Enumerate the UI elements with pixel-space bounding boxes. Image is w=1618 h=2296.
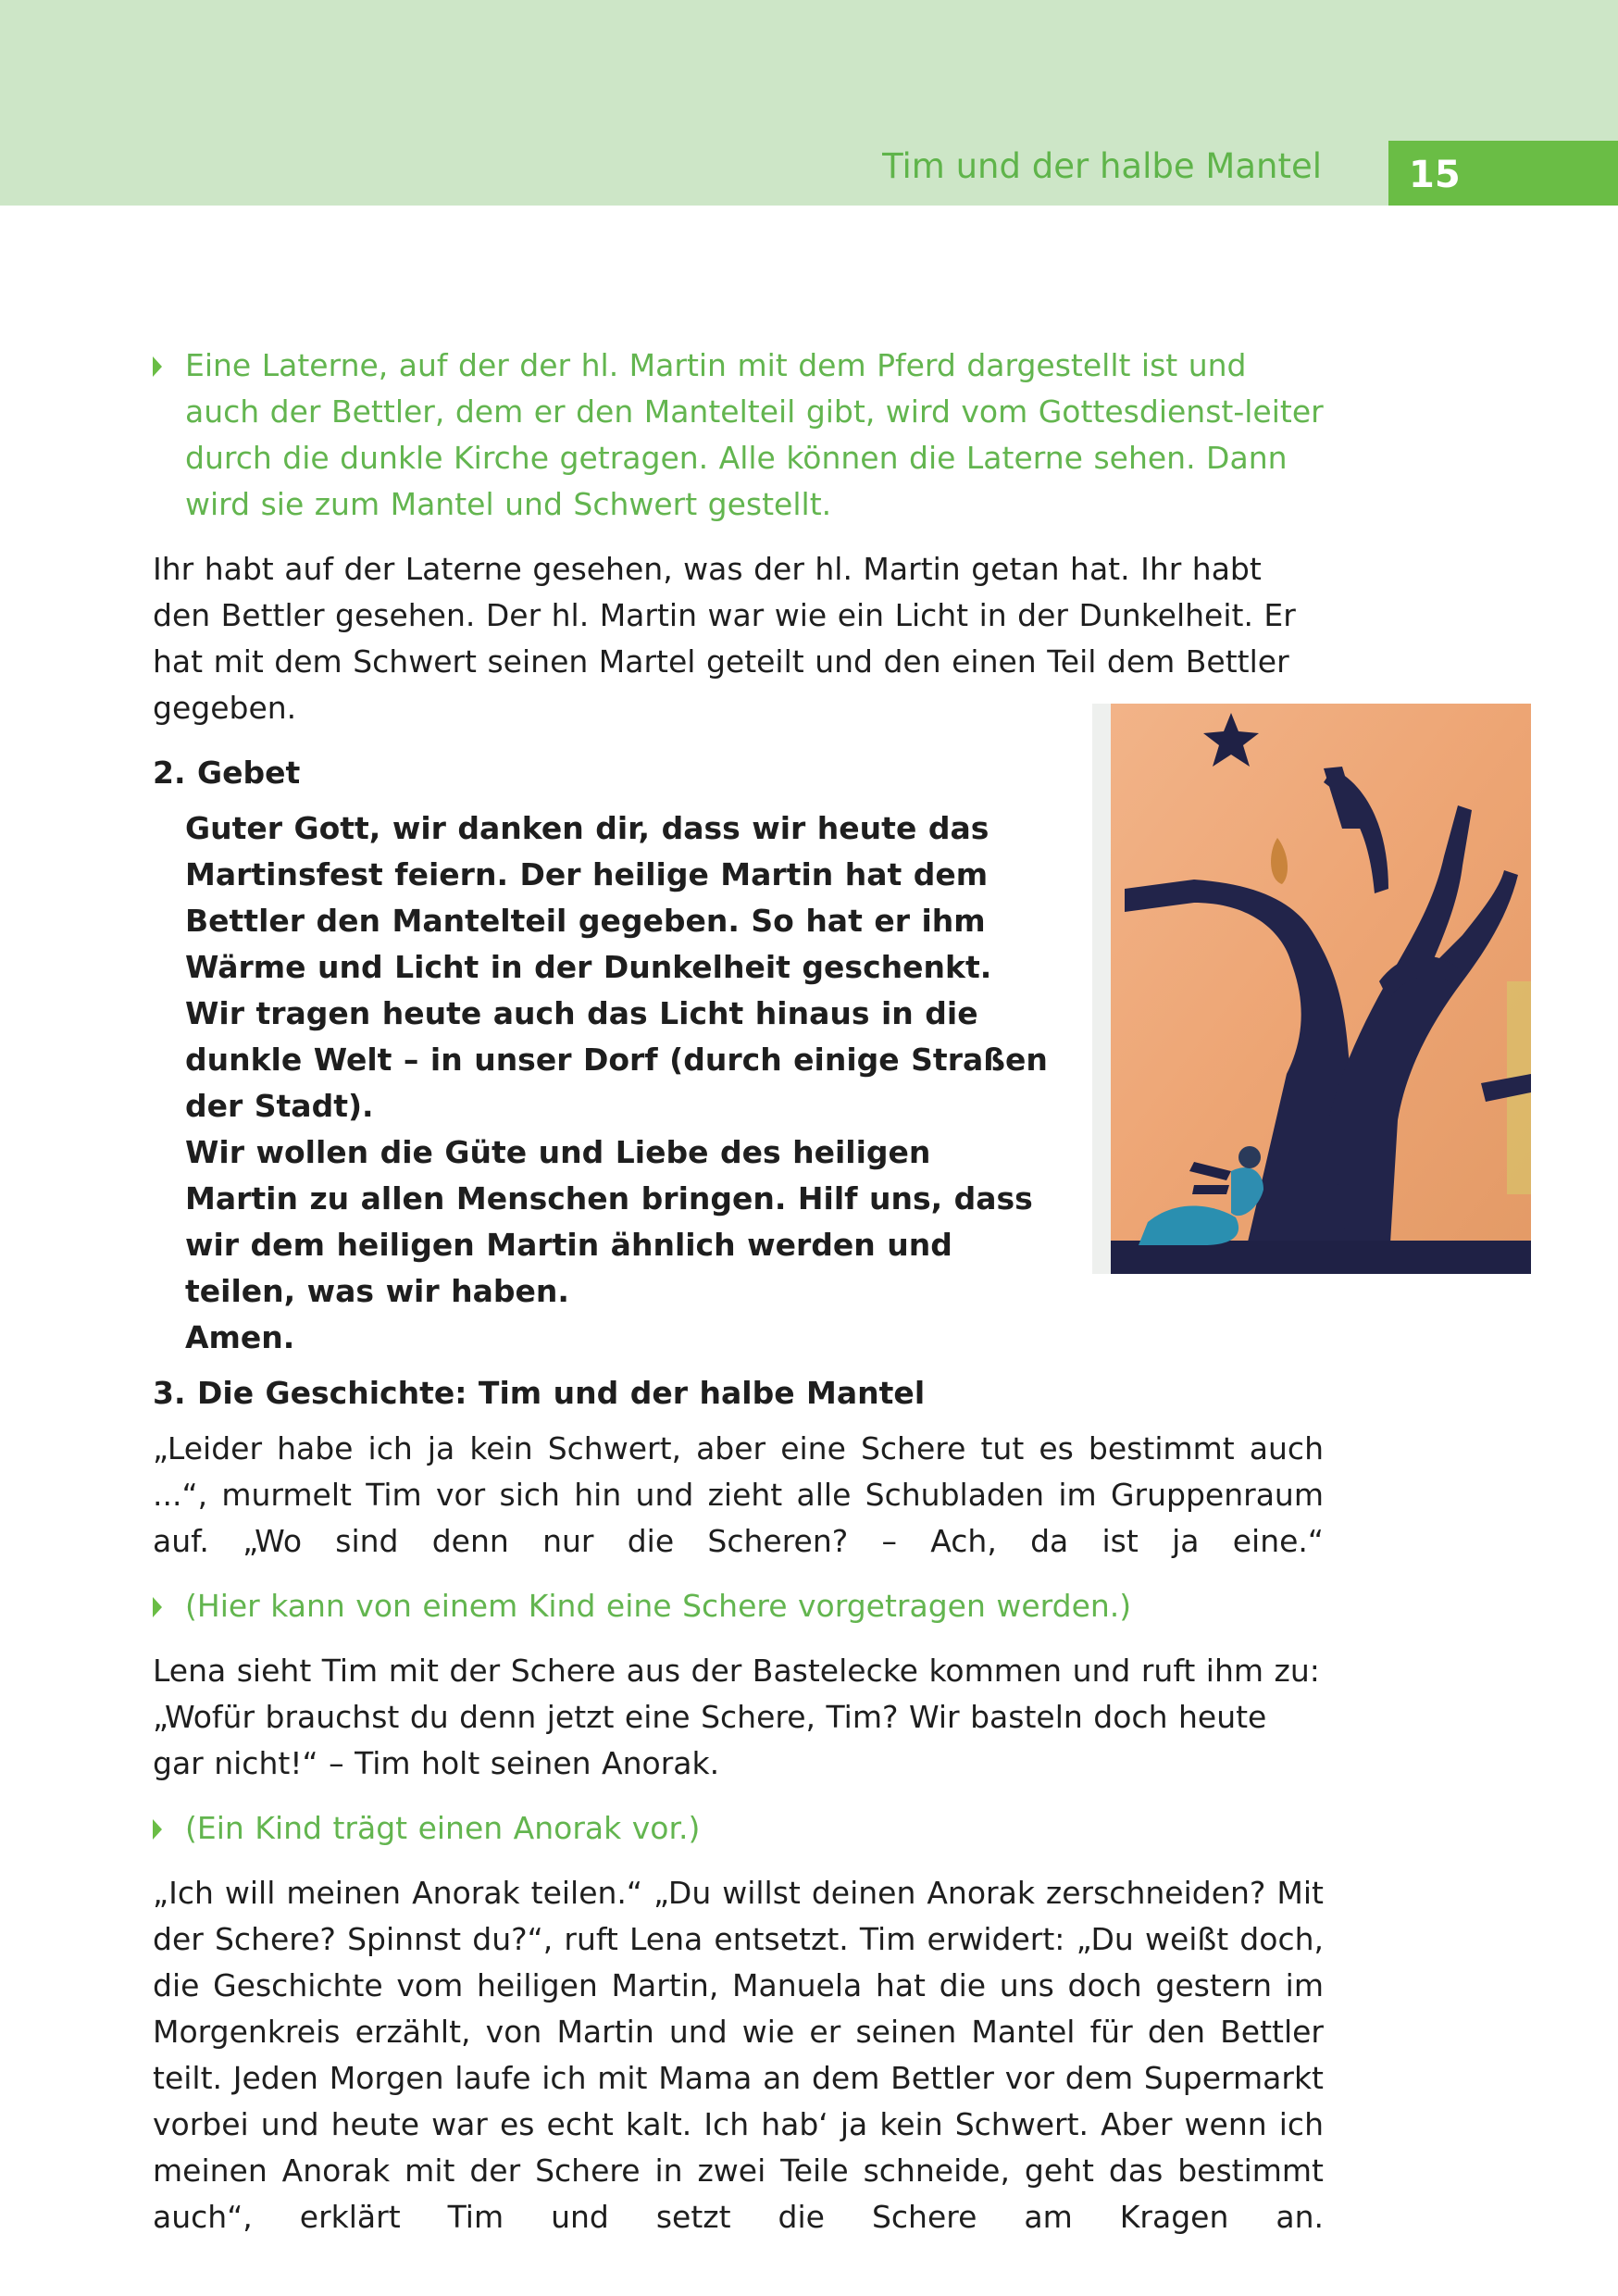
prayer-part-3: Wir wollen die Güte und Liebe des heiligen Martin zu allen Menschen bringen. Hilf uns, dass wir dem heiligen Martin ähnlich werden und teilen, was wir haben.	[185, 1134, 1033, 1309]
paragraph-story-1: „Leider habe ich ja kein Schwert, aber eine Schere tut es bestimmt auch ...“, murmelt Tim vor sich hin und zieht alle Schubladen im Gruppenraum auf. „Wo sind denn nur die Scheren? – Ach, da ist ja eine.“	[153, 1430, 1324, 1559]
instruction-note-lantern-text: Eine Laterne, auf der der hl. Martin mit dem Pferd dargestellt ist und auch der Bettler, dem er den Mantelteil gibt, wird vom Gottesdienst-leiter durch die dunkle Kirche getragen. Alle können die Laterne sehen. Dann wird sie zum Mantel und Schwert gestellt.	[185, 347, 1324, 522]
note-marker-icon	[153, 1819, 162, 1840]
header-band	[0, 0, 1618, 206]
prayer-part-2: Wir tragen heute auch das Licht hinaus in die dunkle Welt – in unser Dorf (durch einige Straßen der Stadt).	[185, 995, 1048, 1124]
prayer-amen: Amen.	[185, 1319, 295, 1355]
note-marker-icon	[153, 1597, 162, 1617]
instruction-note-lantern	[153, 343, 1324, 528]
page-number: 15	[1409, 154, 1461, 196]
note-marker-icon	[153, 356, 162, 377]
heading-geschichte: 3. Die Geschichte: Tim und der halbe Mantel	[153, 1375, 926, 1411]
paragraph-story-2: Lena sieht Tim mit der Schere aus der Bastelecke kommen und ruft ihm zu: „Wofür brauchst du denn jetzt eine Schere, Tim? Wir basteln doch heute gar nicht!“ – Tim holt seinen Anorak.	[153, 1653, 1320, 1781]
instruction-note-scissors	[153, 1583, 1324, 1629]
instruction-note-anorak	[153, 1805, 1324, 1852]
paragraph-lantern: Ihr habt auf der Laterne gesehen, was der hl. Martin getan hat. Ihr habt den Bettler gesehen. Der hl. Martin war wie ein Licht in der Dunkelheit. Er hat mit dem Schwert seinen Martel geteilt und den einen Teil dem Bettler gegeben.	[153, 551, 1296, 726]
page-content	[153, 343, 1324, 2259]
paragraph-story-3: „Ich will meinen Anorak teilen.“ „Du willst deinen Anorak zerschneiden? Mit der Schere? Spinnst du?“, ruft Lena entsetzt. Tim erwidert: „Du weißt doch, die Geschichte vom heiligen Martin, Manuela hat die uns doch gestern im Morgenkreis erzählt, von Martin und wie er seinen Mantel für den Bettler teilt. Jeden Morgen laufe ich mit Mama an dem Bettler vor dem Supermarkt vorbei und heute war es echt kalt. Ich hab‘ ja kein Schwert. Aber wenn ich meinen Anorak mit der Schere in zwei Teile schneide, geht das bestimmt auch“, erklärt Tim und setzt die Schere am Kragen an.	[153, 1875, 1324, 2235]
tree-beggar-collage-image	[1092, 704, 1531, 1274]
heading-gebet: 2. Gebet	[153, 755, 301, 791]
instruction-note-scissors-text: (Hier kann von einem Kind eine Schere vorgetragen werden.)	[185, 1588, 1132, 1624]
prayer-block	[153, 805, 1048, 1361]
page-number-box	[1388, 141, 1618, 206]
instruction-note-anorak-text: (Ein Kind trägt einen Anorak vor.)	[185, 1810, 701, 1846]
running-title: Tim und der halbe Mantel	[882, 146, 1322, 186]
prayer-part-1: Guter Gott, wir danken dir, dass wir heute das Martinsfest feiern. Der heilige Martin hat dem Bettler den Mantelteil gegeben. So hat er ihm Wärme und Licht in der Dunkelheit geschenkt.	[185, 810, 992, 985]
